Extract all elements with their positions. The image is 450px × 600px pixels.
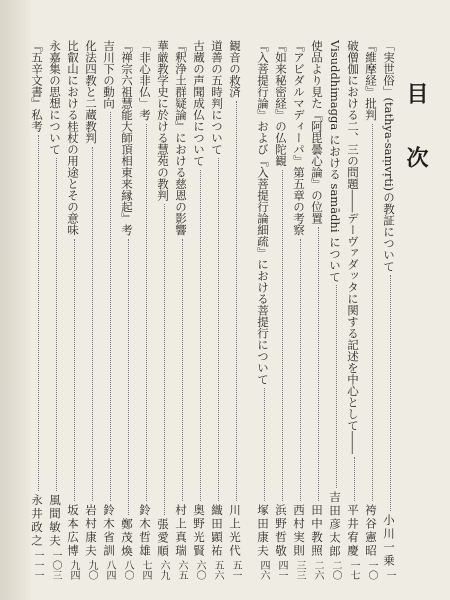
entry-title: 破僧伽における二、三の問題――デーヴァダッタに関する記述を中心として―― [346, 40, 360, 454]
toc-entry[interactable] [28, 40, 46, 580]
toc-entries [28, 40, 398, 580]
entry-title: 華厳教学史に於ける慧苑の教判 [156, 40, 170, 201]
entry-title: 『アビダルマディーパ』第五章の考察 [292, 40, 306, 236]
entry-page-number: 四六 [258, 560, 269, 580]
entry-author: 鈴木哲雄 [138, 504, 152, 558]
entry-page-number: 一〇三 [50, 550, 61, 580]
entry-author: 塚田康夫 [256, 504, 270, 558]
dot-leader [262, 388, 265, 501]
dot-leader [352, 457, 355, 501]
entry-author: 川上光代 [228, 504, 242, 558]
entry-author: 鈴木省訓 [102, 504, 116, 558]
entry-author: 織田顕祐 [210, 504, 224, 558]
entry-author: 吉田彦太郎 [328, 490, 342, 558]
facing-page-edge [0, 0, 30, 600]
entry-page-number: 一七 [348, 560, 359, 580]
toc-heading: 目 次 [403, 82, 429, 178]
toc-entry[interactable] [254, 40, 272, 580]
dot-leader [334, 285, 337, 487]
entry-author: 小川一乗 [382, 514, 396, 568]
entry-author: 袴谷憲昭 [364, 504, 378, 558]
entry-author: 浜野哲敬 [274, 504, 288, 558]
entry-title: 比叡山における桂杖の用途とその意味 [66, 40, 80, 236]
entry-page-number: 一 [384, 570, 395, 580]
entry-author: 平井宥慶 [346, 504, 360, 558]
entry-author: 風間敏夫 [48, 494, 62, 548]
toc-entry[interactable] [136, 40, 154, 580]
dot-leader [180, 239, 183, 502]
dot-leader [316, 227, 319, 501]
entry-page-number: 六五 [176, 560, 187, 580]
entry-title: 『維摩経』批判 [364, 40, 378, 121]
toc-entry[interactable] [272, 40, 290, 580]
entry-title: 化法四教と二蔵教判 [84, 40, 98, 144]
entry-title: 『釈浄土群疑論』における慈恩の影響 [174, 40, 188, 236]
dot-leader [72, 239, 75, 502]
entry-title: 『入菩提行論』および『入菩提行論細疏』における菩提行について [256, 40, 270, 385]
entry-title: 『禅宗六祖慧能大師頂相東来縁起』考 [120, 40, 134, 236]
dot-leader [234, 101, 237, 502]
entry-author: 鄭茂煥 [120, 517, 134, 558]
dot-leader [298, 239, 301, 502]
entry-page-number: 九〇 [86, 560, 97, 580]
entry-author: 張愛順 [156, 517, 170, 558]
entry-page-number: 六〇 [194, 560, 205, 580]
entry-author: 岩村康夫 [84, 504, 98, 558]
entry-page-number: 一一一 [32, 550, 43, 580]
entry-title: 「非心非仏」考 [138, 40, 152, 121]
entry-title: Visuddhimagga における samādhi について [328, 40, 342, 283]
entry-page-number: 八四 [104, 560, 115, 580]
entry-page-number: 六九 [158, 560, 169, 580]
dot-leader [216, 158, 219, 501]
entry-page-number: 五一 [230, 560, 241, 580]
entry-page-number: 二六 [312, 560, 323, 580]
dot-leader [90, 147, 93, 502]
toc-entry[interactable] [226, 40, 244, 580]
dot-leader [162, 204, 165, 515]
toc-entry[interactable] [190, 40, 208, 580]
entry-title: 『如来秘密経』の仏陀観 [274, 40, 288, 167]
toc-entry[interactable] [362, 40, 380, 580]
entry-author: 村上真瑞 [174, 504, 188, 558]
dot-leader [54, 158, 57, 491]
entry-author: 永井政之 [30, 494, 44, 548]
dot-leader [388, 275, 391, 511]
column-gap [244, 40, 254, 580]
toc-entry[interactable] [344, 40, 362, 580]
entry-title: 「実世俗」(tathya-saṃvṛti)の教証について [382, 40, 396, 272]
dot-leader [198, 170, 201, 502]
toc-entry[interactable] [118, 40, 136, 580]
toc-entry[interactable] [64, 40, 82, 580]
entry-title: 『五辛文書』私考 [30, 40, 44, 132]
entry-title: 吉川下の動向 [102, 40, 116, 109]
entry-author: 田中教照 [310, 504, 324, 558]
toc-entry[interactable] [290, 40, 308, 580]
entry-title: 観音の救済 [228, 40, 242, 98]
toc-entry[interactable] [326, 40, 344, 580]
toc-entry[interactable] [208, 40, 226, 580]
toc-entry[interactable] [100, 40, 118, 580]
entry-page-number: 一〇 [366, 560, 377, 580]
dot-leader [36, 135, 39, 491]
entry-author: 奥野光賢 [192, 504, 206, 558]
entry-title: 古蔵の声聞成仏について [192, 40, 206, 167]
entry-page-number: 四一 [276, 560, 287, 580]
dot-leader [108, 112, 111, 501]
toc-entry[interactable] [82, 40, 100, 580]
dot-leader [144, 124, 147, 502]
toc-entry[interactable] [154, 40, 172, 580]
entry-page-number: 九四 [68, 560, 79, 580]
dot-leader [126, 239, 129, 515]
toc-entry[interactable] [380, 40, 398, 580]
entry-page-number: 七四 [140, 560, 151, 580]
entry-page-number: 五六 [212, 560, 223, 580]
dot-leader [370, 124, 373, 502]
entry-author: 坂本広博 [66, 504, 80, 558]
entry-page-number: 二〇 [330, 560, 341, 580]
entry-page-number: 八〇 [122, 560, 133, 580]
entry-author: 西村実則 [292, 504, 306, 558]
entry-page-number: 三三 [294, 560, 305, 580]
entry-title: 道善の五時判について [210, 40, 224, 155]
toc-entry[interactable] [172, 40, 190, 580]
toc-entry[interactable] [46, 40, 64, 580]
dot-leader [280, 170, 283, 502]
entry-title: 使品より見た『阿毘曇心論』の位置 [310, 40, 324, 224]
entry-title: 永嘉集の思想について [48, 40, 62, 155]
toc-entry[interactable] [308, 40, 326, 580]
